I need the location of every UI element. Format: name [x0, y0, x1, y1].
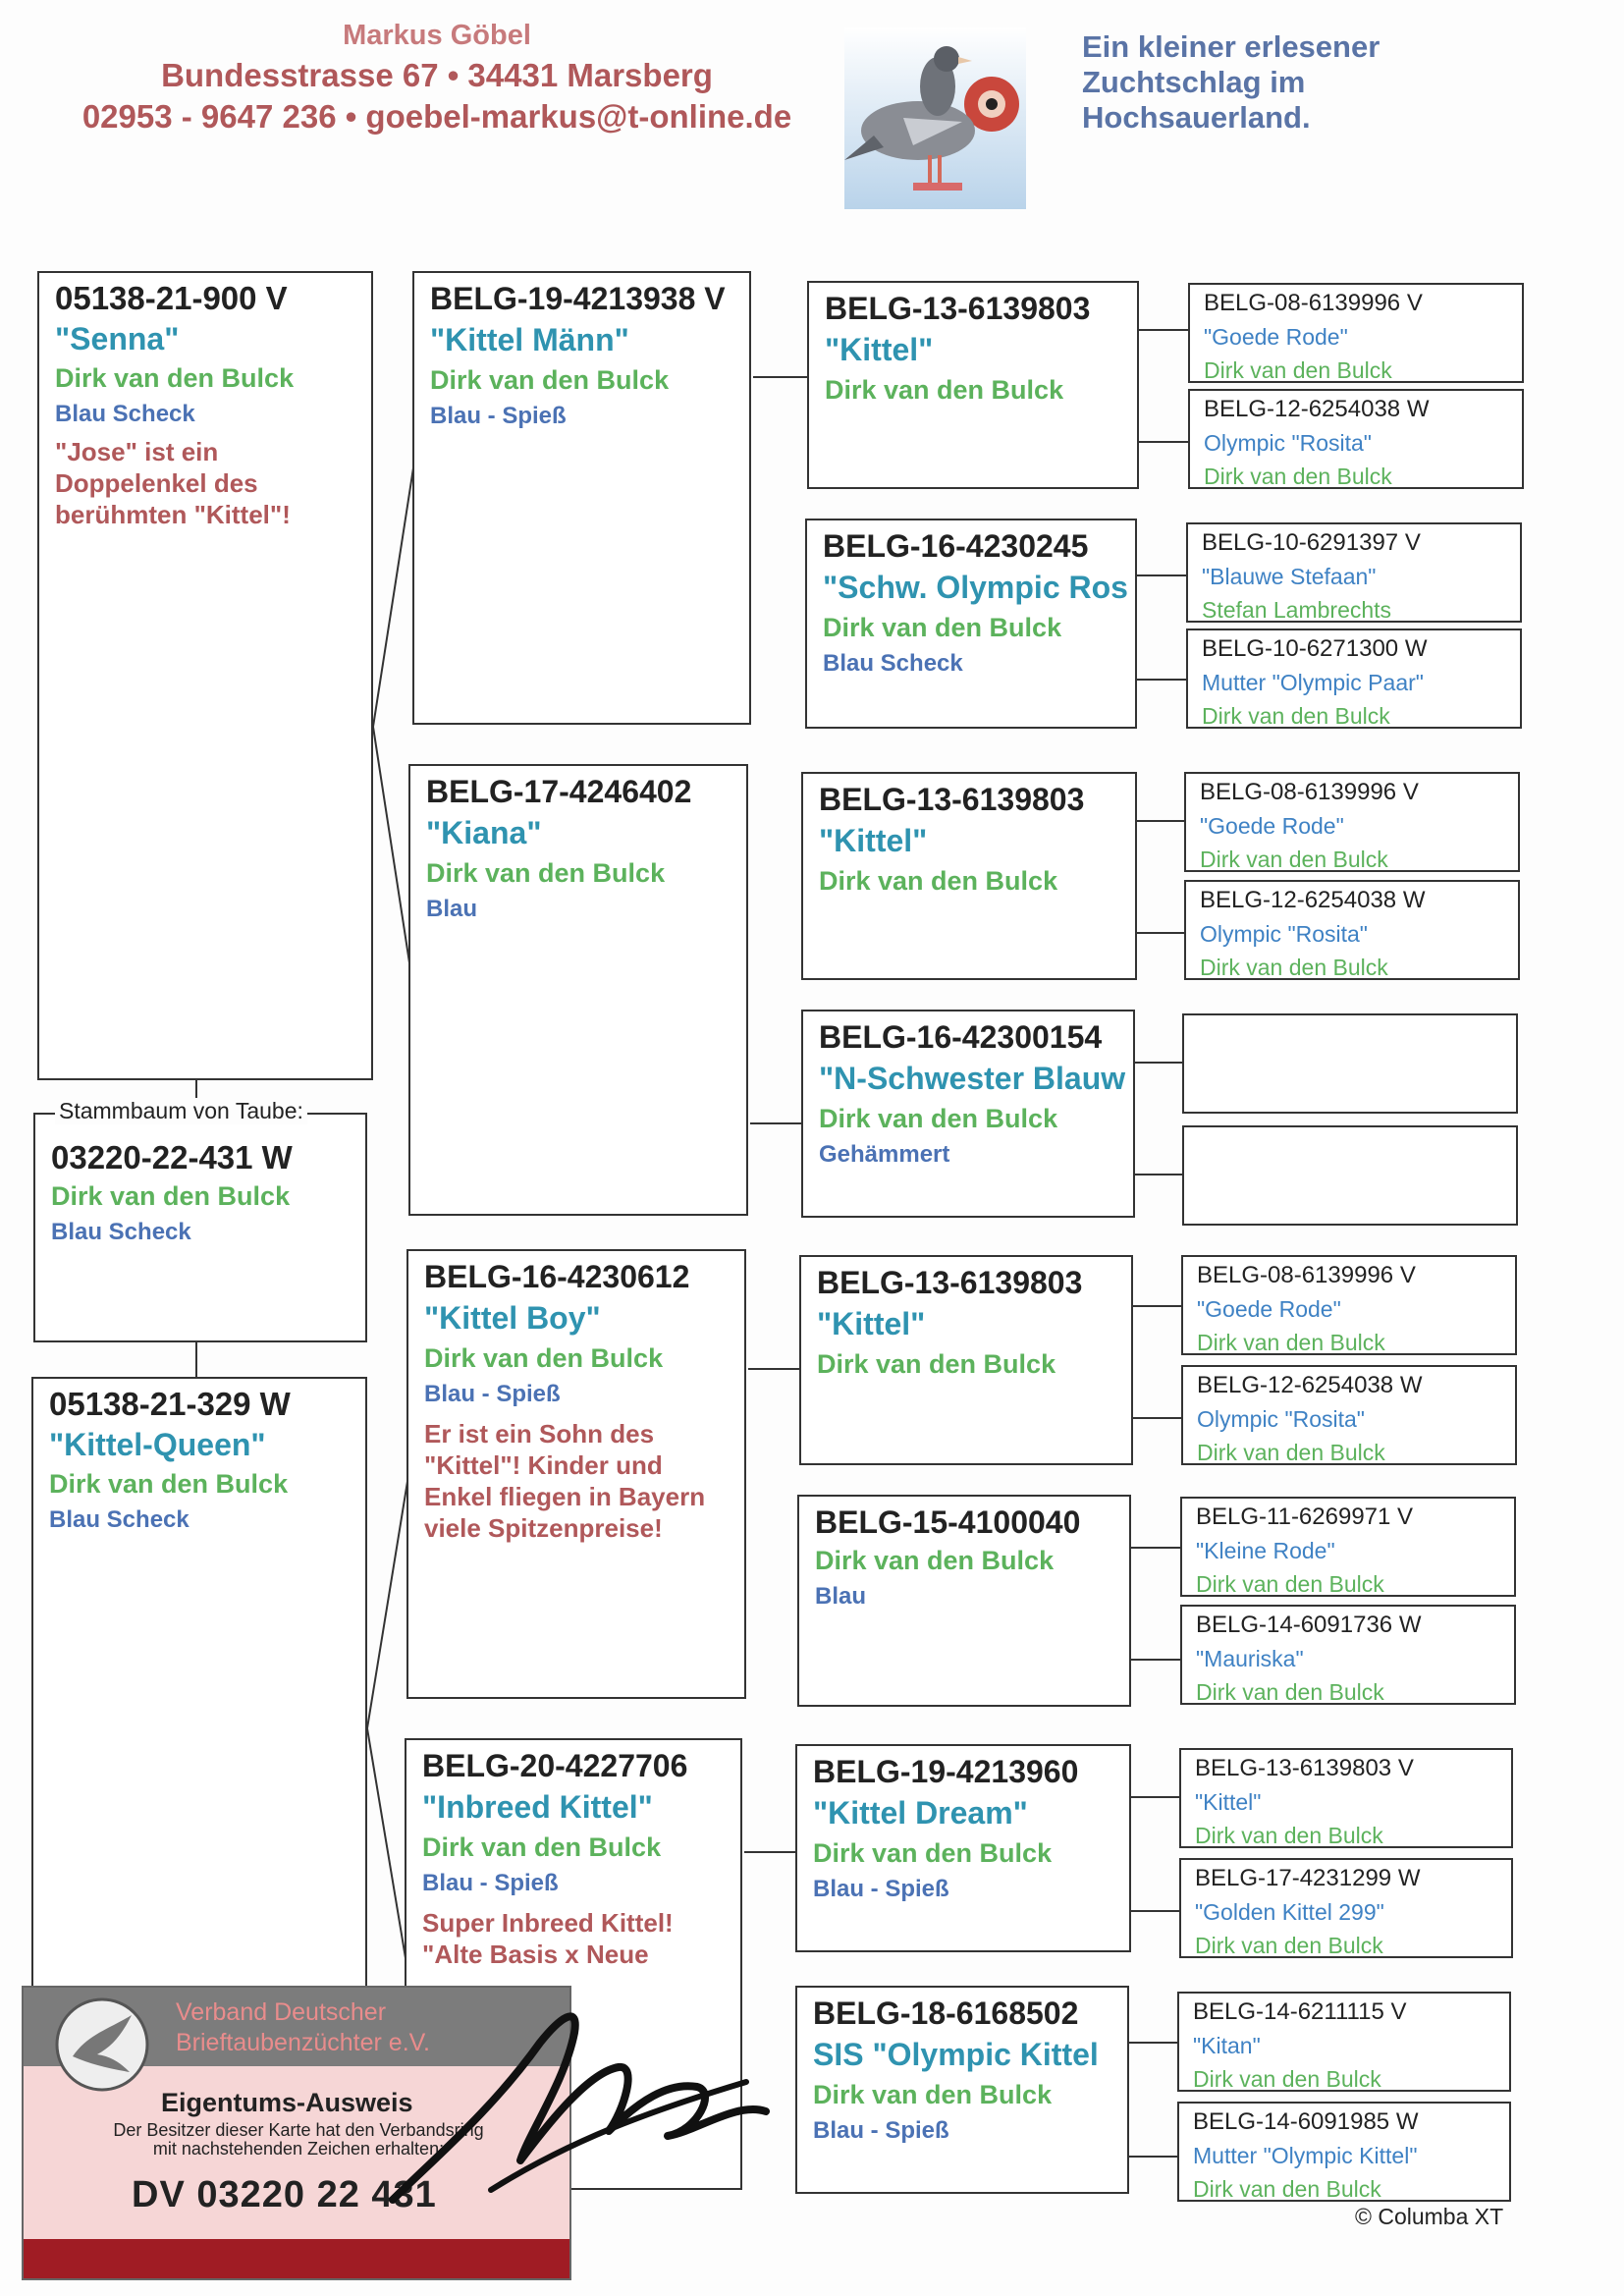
pigeon-breeder: Dirk van den Bulck — [813, 2080, 1053, 2109]
ancestor-box[interactable] — [1180, 1497, 1516, 1597]
pigeon-ring: BELG-14-6211115 V — [1193, 1998, 1407, 2025]
pigeon-ring: BELG-13-6139803 — [825, 291, 1091, 326]
pigeon-name: SIS "Olympic Kittel — [813, 2037, 1099, 2072]
subject-ring: 03220-22-431 W — [51, 1139, 293, 1175]
card-ring-number: DV 03220 22 431 — [132, 2174, 437, 2215]
breeder-name: Markus Göbel — [343, 20, 531, 51]
card-org-line: Verband Deutscher — [176, 1998, 387, 2026]
pigeon-ring: BELG-20-4227706 — [422, 1748, 688, 1783]
pigeon-color: Blau — [815, 1583, 867, 1610]
pigeon-ring: BELG-16-42300154 — [819, 1019, 1103, 1055]
pigeon-breeder: Dirk van den Bulck — [1204, 357, 1392, 383]
sire-name: "Senna" — [55, 321, 180, 356]
ancestor-box[interactable] — [1186, 522, 1522, 623]
great-grandparent-box[interactable] — [801, 1010, 1135, 1218]
pigeon-ring: BELG-12-6254038 W — [1197, 1372, 1423, 1398]
copyright-note: © Columba XT — [1355, 2204, 1504, 2229]
pigeon-color: Blau - Spieß — [422, 1870, 559, 1896]
pigeon-ring: BELG-16-4230245 — [823, 528, 1089, 564]
tagline-line: Ein kleiner erlesener — [1082, 29, 1380, 64]
pigeon-ring: BELG-14-6091985 W — [1193, 2108, 1419, 2135]
ancestor-box-empty[interactable] — [1182, 1125, 1518, 1226]
signature-icon — [373, 1964, 805, 2219]
pigeon-name: Mutter "Olympic Kittel" — [1193, 2143, 1418, 2168]
pigeon-name: "N-Schwester Blauw — [819, 1061, 1126, 1096]
pigeon-name: "Kittel" — [819, 823, 928, 858]
pigeon-ring: BELG-08-6139996 V — [1200, 779, 1419, 805]
pigeon-breeder: Dirk van den Bulck — [819, 1104, 1058, 1133]
pigeon-breeder: Dirk van den Bulck — [1197, 1330, 1385, 1355]
breeder-contact: 02953 - 9647 236 • goebel-markus@t-online.de — [81, 98, 792, 135]
tagline-line: Hochsauerland. — [1082, 100, 1311, 135]
ancestor-box[interactable] — [1188, 283, 1524, 383]
pigeon-ring: BELG-11-6269971 V — [1196, 1503, 1414, 1530]
sire-breeder: Dirk van den Bulck — [55, 363, 295, 393]
pigeon-name: Mutter "Olympic Paar" — [1202, 670, 1424, 695]
pigeon-color: Blau Scheck — [823, 650, 963, 677]
sire-color: Blau Scheck — [55, 401, 195, 427]
breeder-address: Bundesstrasse 67 • 34431 Marsberg — [161, 57, 713, 93]
pigeon-name: "Goede Rode" — [1200, 813, 1344, 839]
pigeon-name: "Mauriska" — [1196, 1646, 1304, 1671]
pigeon-ring: BELG-18-6168502 — [813, 1995, 1079, 2031]
pigeon-name: "Goede Rode" — [1204, 324, 1348, 350]
pigeon-name: "Blauwe Stefaan" — [1202, 564, 1377, 589]
pigeon-name: "Kittel Boy" — [424, 1300, 601, 1336]
pigeon-breeder: Dirk van den Bulck — [1204, 464, 1392, 489]
pigeon-breeder: Dirk van den Bulck — [815, 1546, 1055, 1575]
pigeon-color: Blau - Spieß — [813, 2117, 949, 2144]
pigeon-breeder: Dirk van den Bulck — [1200, 955, 1388, 980]
great-grandparent-box[interactable] — [795, 1744, 1131, 1952]
pigeon-name: Olympic "Rosita" — [1204, 430, 1372, 456]
ancestor-box[interactable] — [1179, 1858, 1513, 1958]
pigeon-ring: BELG-13-6139803 — [819, 782, 1085, 817]
pigeon-name: "Kitan" — [1193, 2033, 1261, 2058]
card-text-line: mit nachstehenden Zeichen erhalten: — [152, 2139, 445, 2159]
pigeon-breeder: Dirk van den Bulck — [817, 1349, 1056, 1379]
pigeon-ring: BELG-14-6091736 W — [1196, 1612, 1422, 1638]
great-grandparent-box[interactable] — [805, 519, 1137, 729]
great-grandparent-box[interactable] — [795, 1986, 1129, 2194]
pigeon-breeder: Dirk van den Bulck — [1193, 2066, 1381, 2092]
pigeon-breeder: Dirk van den Bulck — [1193, 2176, 1381, 2202]
great-grandparent-box[interactable] — [797, 1495, 1131, 1707]
pigeon-note: Super Inbreed Kittel! "Alte Basis x Neue — [422, 1908, 674, 1969]
pigeon-name: "Golden Kittel 299" — [1195, 1899, 1384, 1925]
pigeon-breeder: Dirk van den Bulck — [422, 1832, 662, 1862]
ancestor-box[interactable] — [1177, 2102, 1511, 2202]
pigeon-name: Olympic "Rosita" — [1200, 921, 1368, 947]
pigeon-ring: BELG-08-6139996 V — [1204, 290, 1423, 316]
pigeon-ring: BELG-08-6139996 V — [1197, 1262, 1416, 1288]
pigeon-breeder: Dirk van den Bulck — [1197, 1440, 1385, 1465]
pigeon-ring: BELG-13-6139803 — [817, 1265, 1083, 1300]
pigeon-ring: BELG-15-4100040 — [815, 1504, 1081, 1540]
pigeon-breeder: Dirk van den Bulck — [819, 866, 1058, 896]
pigeon-ring: BELG-19-4213938 V — [430, 281, 726, 316]
subject-breeder: Dirk van den Bulck — [51, 1181, 291, 1211]
ancestor-box[interactable] — [1179, 1748, 1513, 1848]
grandparent-box[interactable] — [408, 764, 748, 1216]
subject-color: Blau Scheck — [51, 1219, 191, 1245]
dam-ring: 05138-21-329 W — [49, 1386, 291, 1422]
card-title: Eigentums-Ausweis — [161, 2088, 413, 2117]
pigeon-name: "Kittel" — [825, 332, 934, 367]
pigeon-ring: BELG-10-6271300 W — [1202, 635, 1428, 662]
ancestor-box[interactable] — [1186, 629, 1522, 729]
pigeon-breeder: Dirk van den Bulck — [813, 1838, 1053, 1868]
pigeon-name: "Kittel Dream" — [813, 1795, 1028, 1831]
dam-breeder: Dirk van den Bulck — [49, 1469, 289, 1499]
pigeon-color: Blau - Spieß — [424, 1381, 561, 1407]
pigeon-ring: BELG-13-6139803 V — [1195, 1755, 1414, 1781]
pigeon-name: Olympic "Rosita" — [1197, 1406, 1365, 1432]
pigeon-name: "Kiana" — [426, 815, 542, 850]
card-org-line: Brieftaubenzüchter e.V. — [176, 2029, 430, 2056]
pigeon-breeder: Dirk van den Bulck — [1196, 1571, 1384, 1597]
ancestor-box[interactable] — [1181, 1365, 1517, 1465]
pigeon-breeder: Dirk van den Bulck — [825, 375, 1064, 405]
ancestor-box[interactable] — [1181, 1255, 1517, 1355]
pigeon-note: Er ist ein Sohn des "Kittel"! Kinder und Enkel fliegen in Bayern viele Spitzenpreise! — [424, 1419, 706, 1543]
pigeon-ring: BELG-12-6254038 W — [1204, 396, 1430, 422]
ancestor-box-empty[interactable] — [1182, 1013, 1518, 1114]
grandparent-box[interactable] — [412, 271, 751, 725]
pigeon-ring: BELG-12-6254038 W — [1200, 887, 1426, 913]
pigeon-breeder: Dirk van den Bulck — [426, 858, 666, 888]
pigeon-breeder: Stefan Lambrechts — [1202, 597, 1392, 623]
ancestor-box[interactable] — [1188, 389, 1524, 489]
pigeon-color: Blau — [426, 896, 478, 922]
pigeon-name: "Kittel" — [1195, 1789, 1262, 1815]
sire-note: "Jose" ist ein Doppelenkel des berühmten "Kittel"! — [55, 437, 291, 529]
card-text-line: Der Besitzer dieser Karte hat den Verbandsring — [113, 2120, 484, 2140]
grandparent-box[interactable] — [406, 1249, 746, 1699]
pigeon-name: "Goede Rode" — [1197, 1296, 1341, 1322]
pigeon-breeder: Dirk van den Bulck — [430, 365, 670, 395]
pigeon-name: "Schw. Olympic Ros — [823, 570, 1128, 605]
pigeon-breeder: Dirk van den Bulck — [1200, 847, 1388, 872]
great-grandparent-box[interactable] — [807, 281, 1139, 489]
pigeon-ring: BELG-10-6291397 V — [1202, 529, 1421, 556]
pigeon-ring: BELG-17-4231299 W — [1195, 1865, 1421, 1891]
pigeon-breeder: Dirk van den Bulck — [1195, 1823, 1383, 1848]
pigeon-color: Blau - Spieß — [430, 403, 567, 429]
card-bottom-band — [24, 2239, 569, 2278]
great-grandparent-box[interactable] — [799, 1255, 1133, 1465]
pigeon-breeder: Dirk van den Bulck — [1195, 1933, 1383, 1958]
pigeon-name: "Kittel" — [817, 1306, 926, 1341]
pigeon-ring: BELG-17-4246402 — [426, 774, 692, 809]
ancestor-box[interactable] — [1184, 880, 1520, 980]
sire-ring: 05138-21-900 V — [55, 280, 288, 316]
ancestor-box[interactable] — [1180, 1605, 1516, 1705]
tagline-line: Zuchtschlag im — [1082, 65, 1306, 99]
sire-box[interactable] — [37, 271, 373, 1080]
pigeon-name: "Inbreed Kittel" — [422, 1789, 653, 1825]
pigeon-color: Blau - Spieß — [813, 1876, 949, 1902]
dove-emblem-icon — [53, 1995, 151, 2094]
subject-box[interactable] — [33, 1113, 367, 1342]
pigeon-ring: BELG-19-4213960 — [813, 1754, 1079, 1789]
pigeon-breeder: Dirk van den Bulck — [1196, 1679, 1384, 1705]
pigeon-breeder: Dirk van den Bulck — [823, 613, 1062, 642]
ancestor-box[interactable] — [1184, 772, 1520, 872]
dam-box[interactable] — [31, 1377, 367, 2005]
ancestor-box[interactable] — [1177, 1992, 1511, 2092]
pigeon-name: "Kittel Männ" — [430, 322, 629, 357]
pigeon-ring: BELG-16-4230612 — [424, 1259, 690, 1294]
pigeon-breeder: Dirk van den Bulck — [1202, 703, 1390, 729]
pedigree-label: Stammbaum von Taube: — [55, 1098, 307, 1124]
pigeon-breeder: Dirk van den Bulck — [424, 1343, 664, 1373]
dam-name: "Kittel-Queen" — [49, 1427, 266, 1462]
pigeon-name: "Kleine Rode" — [1196, 1538, 1335, 1563]
great-grandparent-box[interactable] — [801, 772, 1137, 980]
dam-color: Blau Scheck — [49, 1506, 189, 1533]
pigeon-color: Gehämmert — [819, 1141, 950, 1168]
